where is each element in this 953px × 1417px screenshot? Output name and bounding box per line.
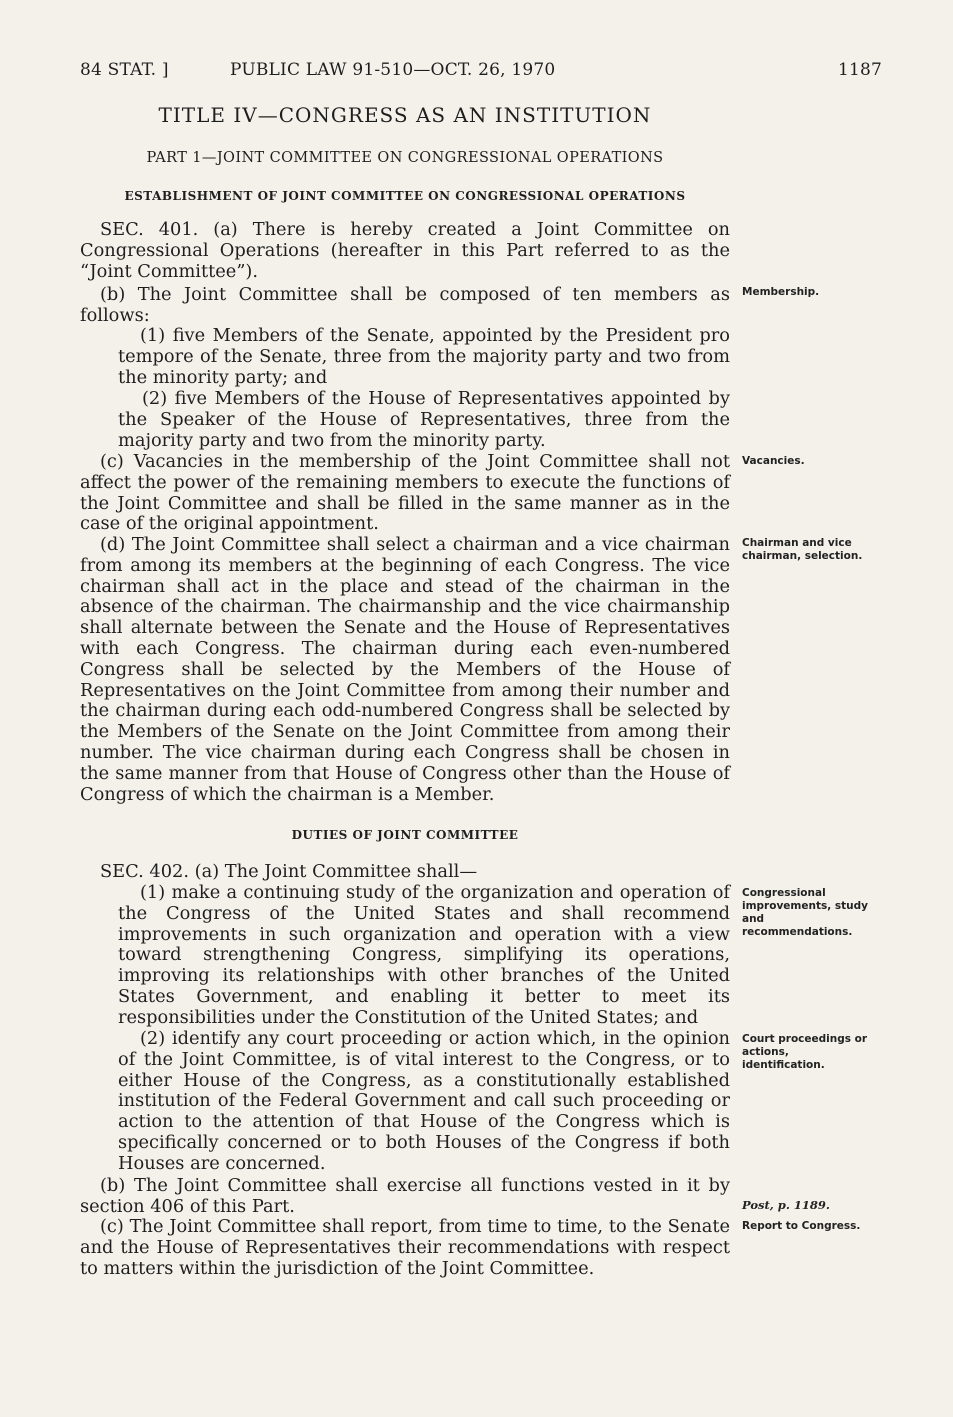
header-public-law: PUBLIC LAW 91-510—OCT. 26, 1970	[230, 60, 556, 80]
title-heading: TITLE IV—CONGRESS AS AN INSTITUTION	[158, 103, 652, 127]
part-heading: PART 1—JOINT COMMITTEE ON CONGRESSIONAL OPERATIONS	[146, 150, 664, 166]
margin-note-membership: Membership.	[742, 286, 820, 298]
margin-note-vacancies: Vacancies.	[742, 455, 805, 467]
sec401-d: (d) The Joint Committee shall select a chairman and a vice chairman from among its members at the beginning of each Congress. The vice chairman shall act in the place and stead of the chairman in the absence of the chairman. The chairmanship and the vice chairmanship shall alternate between the Senate and the House of Representatives with each Congress. The chairman during each even-numbered Congress shall be selected by the Members of the House of Representatives on the Joint Committee from among their number and the chairman during each odd-numbered Congress shall be selected by the Members of the Senate on the Joint Committee from among their number. The vice chairman during each Congress shall be chosen in the same manner from that House of Congress other than the House of Congress of which the chairman is a Member.	[80, 534, 730, 805]
sec402-a1: (1) make a continuing study of the organization and operation of the Congress of the United States and shall recommend improvements in such organization and operation with a view toward strengthening Congress, simplifying its operations, improving its relationships with other branches of the United States Government, and enabling it better to meet its responsibilities under the Constitution of the United States; and	[118, 882, 730, 1028]
margin-note-chairman: Chairman and vice chairman, selection.	[742, 537, 863, 562]
sec402-b: (b) The Joint Committee shall exercise all functions vested in it by section 406 of this Part.	[80, 1175, 730, 1217]
sec401-c: (c) Vacancies in the membership of the Joint Committee shall not affect the power of the remaining members to execute the functions of the Joint Committee and shall be filled in the same manner as in the case of the original appointment.	[80, 451, 730, 535]
sec402-c: (c) The Joint Committee shall report, from time to time, to the Senate and the House of Representatives their recommendations with respect to matters within the jurisdiction of the Joint Committee.	[80, 1216, 730, 1279]
sec401-b: (b) The Joint Committee shall be composed of ten members as follows:	[80, 284, 730, 326]
sec402-a: SEC. 402. (a) The Joint Committee shall—	[100, 861, 478, 882]
margin-note-court: Court proceedings or actions, identification.	[742, 1033, 868, 1071]
margin-note-post: Post, p. 1189.	[742, 1198, 830, 1212]
section-401-heading: ESTABLISHMENT OF JOINT COMMITTEE ON CONGRESSIONAL OPERATIONS	[124, 189, 686, 203]
sec402-a2: (2) identify any court proceeding or action which, in the opinion of the Joint Committee, is of vital interest to the Congress, or to either House of the Congress, as a constitutionally established institution of the Federal Government and call such proceeding or action to the attention of that House of the Congress which is specifically concerned or to both Houses of the Congress if both Houses are concerned.	[118, 1028, 730, 1174]
page-number: 1187	[838, 60, 883, 80]
sec401-a: SEC. 401. (a) There is hereby created a Joint Committee on Congressional Operations (hereafter in this Part referred to as the “Joint Committee”).	[80, 219, 730, 282]
margin-note-report: Report to Congress.	[742, 1220, 861, 1232]
section-402-heading: DUTIES OF JOINT COMMITTEE	[291, 828, 519, 842]
sec401-b1: (1) five Members of the Senate, appointed by the President pro tempore of the Senate, three from the majority party and two from the minority party; and	[118, 325, 730, 388]
sec401-b2: (2) five Members of the House of Representatives appointed by the Speaker of the House of Representatives, three from the majority party and two from the minority party.	[118, 388, 730, 451]
margin-note-congressional: Congressional improvements, study and recommendations.	[742, 887, 868, 938]
header-stat: 84 STAT. ]	[80, 60, 169, 80]
